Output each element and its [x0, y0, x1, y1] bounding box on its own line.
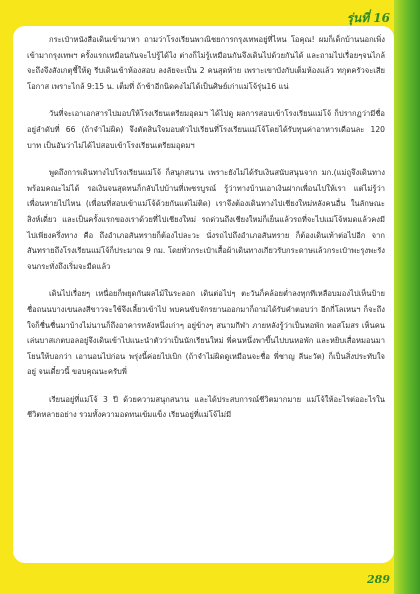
paragraph: เดินไปเรื่อยๆ เหนื่อยก็พยุดกันผลไม้ในระลอก เดินต่อไปๆ ตะวันก็คล้อยต่ำลงทุกทีเหลือบมองไปเห็นป้ายชื่อถนนบางเขนลงสีขาวจะใช้จึงเลี้ยวเข้าไป พบคนขับจักรยานออกมาก็ถามได้รับคำตอบว่า อีกกี่โลเหนฯ ก็จะถึง ใจก็ชื่นชื่นมาบ้างไม่นานก็ถึงอาคารหลังหนึ่งเก่าๆ อยู่ข้างๆ สนามกีฬา ภายหลังรู้ว่าเป็นหอพัก หอสโมสร เห็นคนเล่นบาสเกตบอลอยู่จึงเดินเข้าไปแนะนำตัวว่าเป็นนักเรียนใหม่ พี่คนหนึ่งพาขึ้นไปบนหอพัก และหยิบเสื่อหมอนมาโยนให้บอกว่า เอานอนไปก่อน พรุ่งนี้ค่อยไปเบิก (ถ้าจำไม่ผิดดูเหมือนจะชื่อ พี่ชาญ ลีนะวัต) ก็เป็นสิ่งประทับใจอยู่ จนเดี๋ยวนี้ ขอบคุณนะครับพี่ — [27, 289, 385, 377]
article-body — [27, 32, 385, 423]
paragraph: กระเป๋าหนังสือเดินเข้ามาหา ถามว่าโรงเรียนพาณิชยการกรุงเทพอยู่ที่ไหน โอคุณ! ผมก็เด็กบ้านนอกเพิ่งเข้ามากรุงเทพฯ ครั้งแรกเหมือนกันจะไปรู้ได้ไง ต่างก็ไม่รู้เหมือนกันจึงเดินไปด้วยกันได้ และถามไปเรื่อยๆจนไกล้จะถึงจึงสังเกตุชี้ให้ดู รีบเดินเข้าห้องสอบ ลงลัยจะเป็น 2 คนสุดท้าย เพราะเขาบังกับเต็มห้องแล้ว ทกุตครัวจะเสียโอกาส เพราะไกล้ 9:15 น. เต็มที่ ถ้าช้าอีกนิดคงไม่ได้เป็นศิษย์เก่าแม่โจ้รุ่น16 แน่ — [27, 35, 385, 91]
paragraph: พูดถึงการเดินทางไปโรงเรียนแม่โจ้ ก็สนุกสนาน เพราะยังไม่ได้รับเงินสนับสนุนจาก มก.(แม่ถูจึงเดินทางพร้อมคณะไม่ได้ รอเงินจนสุดทนก็กลับไปบ้านที่เพชรบูรณ์ รู้ว่าทางบ้านเอาเงินฝากเพื่อนไปให้เรา แต่ไม่รู้ว่าเพื่อนหายไปไหน (เพื่อนที่สอบเข้าแม่โจ้ด้วยกันแต่ไม่ติด) เราจึงต้องเดินทางไปเชียงใหม่หลังคนอื่น ในลักษณะสิงห์เดี่ยว และเป็นครั้งแรกของเราด้วยที่ไปเชียงใหม่ รถด่วนถึงเชียงใหม่ก็เย็นแล้วรถที่จะไปแม่โจ้หมดแล้วคงมีไปเพียงครึ่งทาง คือ ถึงอำเภอสันทรายก็ต้องไปละวะ นั่งรถไปถึงอำเภอสันทราย ก็ต้องเดินเท้าต่อไปอีก จากสันทรายถึงโรงเรียนแม่โจ้ก็ประมาณ 9 กม. โดยทั่วกระเป๋าเสื้อผ้าเดินทางเกียวรับกระดาษแล้วกระเป๋าพะรุงพะรังจนกระทั่งถึงเริ่มจะมืดแล้ว — [27, 168, 385, 271]
paragraph: เรียนอยู่ที่แม่โจ้ 3 ปี ด้วยความสนุกสนาน และได้ประสบการณ์ชีวิตมากมาย แม่โจ้ให้อะไรต่ออะไรในชีวิตหลายอย่าง รวมทั้งความอดทนเข้มแข็ง เรียนอยู่ที่แม่โจ้ไม่มี — [27, 394, 385, 420]
paragraph: วันที่จะเอาเอกสารไปมอบให้โรงเรียนเตรียมอุดมฯ ได้ไปดู ผลการสอบเข้าโรงเรียนแม่โจ้ ก็ปรากฏว่ามีชื่ออยู่ลำดับที่ 66 (ถ้าจำไม่ผิด) จึงตัดสินใจมอบตัวไปเรียนที่โรงเรียนแม่โจ้โดยได้รับทุนค่าอาหารเดือนละ 120 บาท เป็นอันว่าไม่ได้ไปสอบเข้าโรงเรียนเตรียมอุดมฯ — [27, 109, 385, 150]
page-number: 289 — [367, 573, 390, 586]
series-label: รุ่นที่ 16 — [346, 11, 390, 25]
green-side-stripe — [394, 0, 420, 594]
